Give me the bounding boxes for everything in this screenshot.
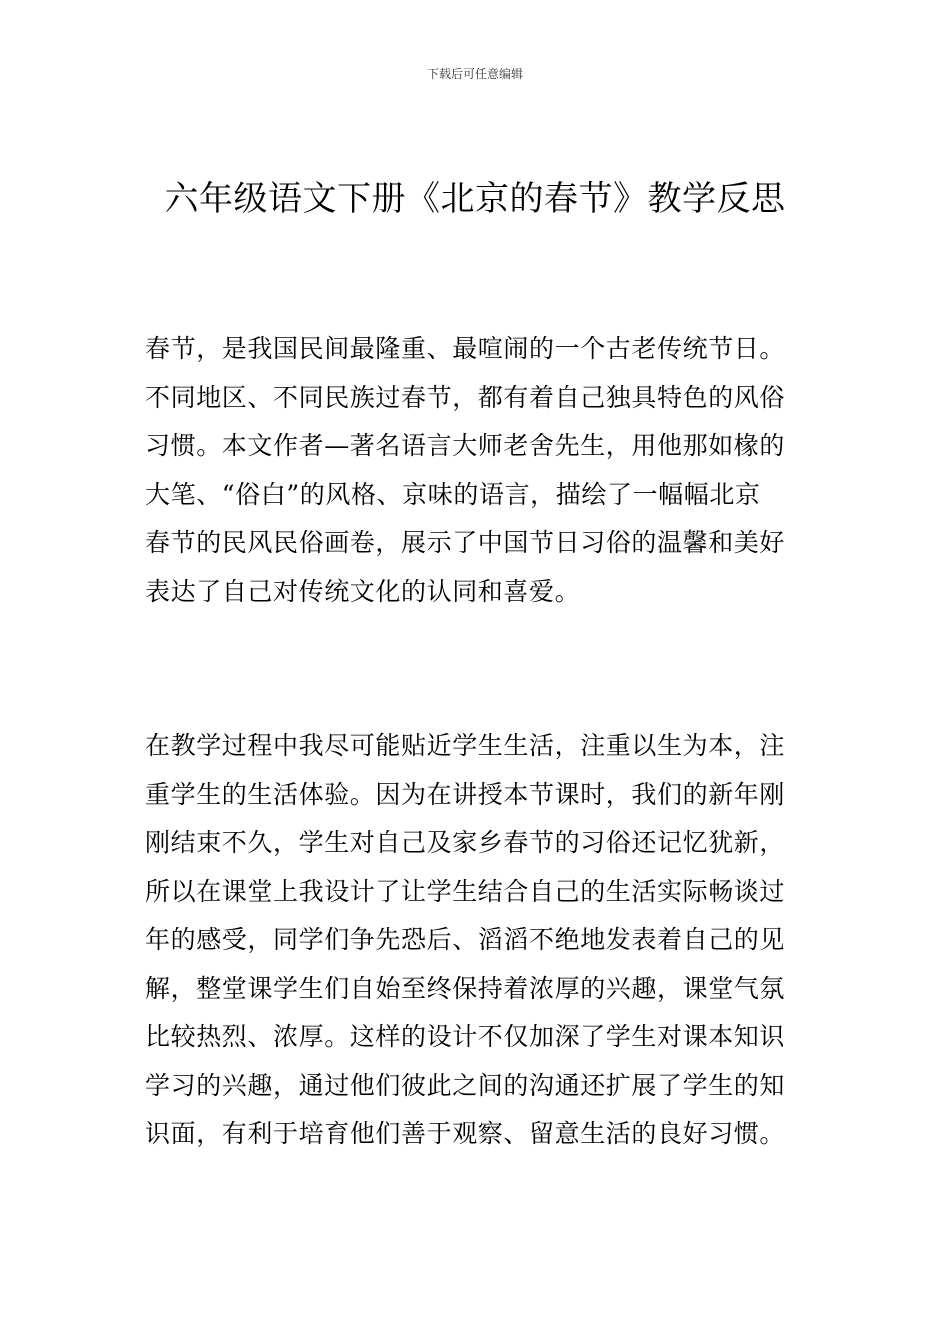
paragraph-line: 春节的民风民俗画卷，展示了中国节日习俗的温馨和美好 <box>145 528 786 557</box>
paragraph-line: 年的感受，同学们争先恐后、滔滔不绝地发表着自己的见 <box>145 925 786 954</box>
paragraph-line: 刚结束不久，学生对自己及家乡春节的习俗还记忆犹新， <box>145 828 786 857</box>
paragraph-line: 表达了自己对传统文化的认同和喜爱。 <box>145 576 581 606</box>
paragraph-line: 所以在课堂上我设计了让学生结合自己的生活实际畅谈过 <box>145 876 786 906</box>
paragraph-line: 学习的兴趣，通过他们彼此之间的沟通还扩展了学生的知 <box>145 1070 786 1100</box>
paragraph-line: 重学生的生活体验。因为在讲授本节课时，我们的新年刚 <box>145 779 786 809</box>
paragraph-2 <box>145 722 810 1159</box>
paragraph-1 <box>145 325 810 616</box>
paragraph-line: 大笔、“俗白”的风格、京味的语言，描绘了一幅幅北京 <box>145 479 761 509</box>
header-note: 下载后可任意编辑 <box>426 67 523 81</box>
paragraph-line: 解，整堂课学生们自始至终保持着浓厚的兴趣，课堂气氛 <box>145 973 786 1003</box>
paragraph-line: 春节，是我国民间最隆重、最喧闹的一个古老传统节日。 <box>145 334 786 363</box>
document-title: 六年级语文下册《北京的春节》教学反思 <box>164 179 786 219</box>
paragraph-line: 习惯。本文作者—著名语言大师老舍先生，用他那如椽的 <box>145 431 786 460</box>
paragraph-line: 识面，有利于培育他们善于观察、留意生活的良好习惯。 <box>145 1119 786 1148</box>
paragraph-line: 比较热烈、浓厚。这样的设计不仅加深了学生对课本知识 <box>145 1022 786 1051</box>
paragraph-line: 不同地区、不同民族过春节，都有着自己独具特色的风俗 <box>145 382 786 412</box>
paragraph-line: 在教学过程中我尽可能贴近学生生活，注重以生为本，注 <box>145 731 786 760</box>
